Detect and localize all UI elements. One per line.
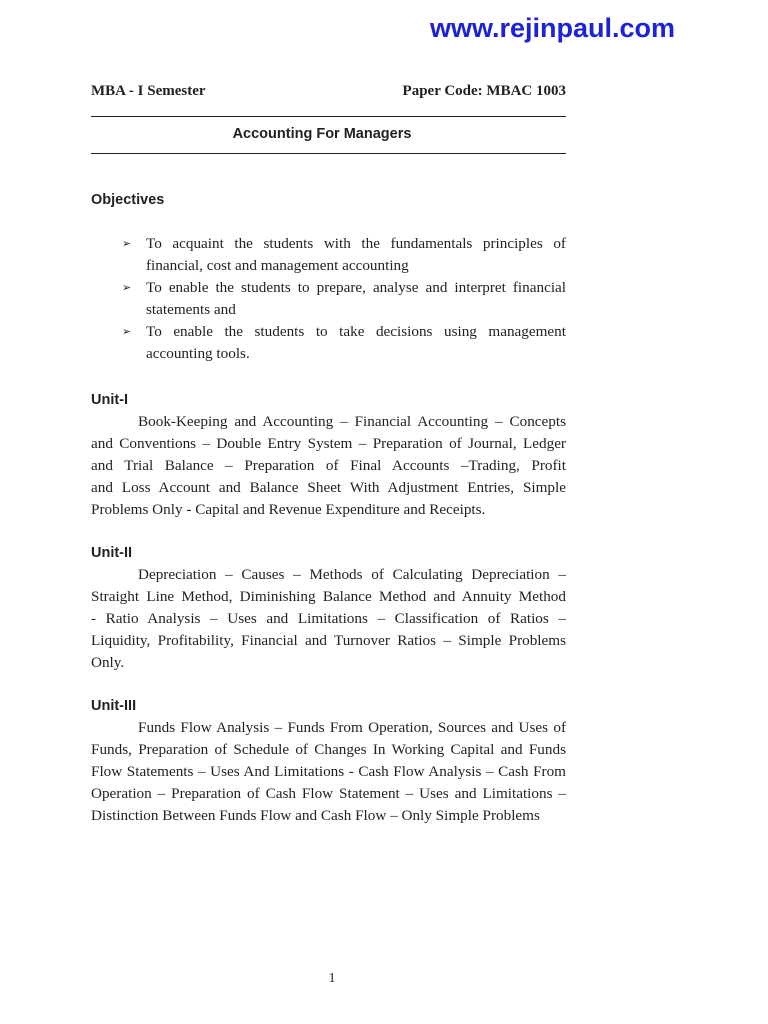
objective-line: To acquaint the students with the fundamentals principles of	[146, 235, 566, 252]
paragraph-line: and Loss Account and Balance Sheet With Adjustment Entries, Simple	[91, 479, 566, 496]
objective-item	[91, 277, 566, 321]
objectives-list	[91, 233, 566, 365]
paragraph-line: and Trial Balance – Preparation of Final Accounts –Trading, Profit	[91, 457, 566, 474]
paragraph-line: Straight Line Method, Diminishing Balance Method and Annuity Method	[91, 588, 566, 605]
paragraph-line: - Ratio Analysis – Uses and Limitations – Classification of Ratios –	[91, 610, 566, 627]
unit-1-paragraph	[91, 411, 566, 521]
unit-3-heading: Unit-III	[91, 698, 137, 714]
paragraph-line: Flow Statements – Uses And Limitations - Cash Flow Analysis – Cash From	[91, 763, 566, 780]
paragraph-line: Book-Keeping and Accounting – Financial Accounting – Concepts	[138, 413, 566, 430]
paper-code-label: Paper Code: MBAC 1003	[402, 83, 566, 99]
paragraph-line: Depreciation – Causes – Methods of Calculating Depreciation –	[138, 566, 566, 583]
objective-line: statements and	[146, 301, 236, 318]
paragraph-line: and Conventions – Double Entry System – Preparation of Journal, Ledger	[91, 435, 566, 452]
paragraph-line: Funds Flow Analysis – Funds From Operation, Sources and Uses of	[138, 719, 566, 736]
arrowhead-bullet-icon	[122, 233, 131, 255]
arrowhead-bullet-icon	[122, 277, 131, 299]
objective-item	[91, 321, 566, 365]
header-rule-bottom	[91, 153, 566, 154]
objective-line: accounting tools.	[146, 345, 250, 362]
page-header	[91, 80, 566, 102]
watermark-url: www.rejinpaul.com	[429, 13, 675, 43]
unit-3-paragraph	[91, 717, 566, 827]
paragraph-line: Liquidity, Profitability, Financial and Turnover Ratios – Simple Problems	[91, 632, 566, 649]
paragraph-line: Problems Only - Capital and Revenue Expenditure and Receipts.	[91, 501, 486, 518]
page-number: 1	[328, 971, 336, 986]
semester-label: MBA - I Semester	[91, 83, 206, 99]
paragraph-line: Operation – Preparation of Cash Flow Statement – Uses and Limitations –	[91, 785, 566, 802]
unit-1-heading: Unit-I	[91, 392, 129, 408]
arrowhead-bullet-icon	[122, 321, 131, 343]
objective-line: To enable the students to take decisions using management	[146, 323, 566, 340]
objective-line: To enable the students to prepare, analyse and interpret financial	[146, 279, 566, 296]
paragraph-line: Funds, Preparation of Schedule of Changes In Working Capital and Funds	[91, 741, 566, 758]
paragraph-line: Distinction Between Funds Flow and Cash Flow – Only Simple Problems	[91, 807, 540, 824]
unit-2-heading: Unit-II	[91, 545, 133, 561]
unit-2-paragraph	[91, 564, 566, 674]
course-title: Accounting For Managers	[232, 126, 412, 142]
header-rule-top	[91, 116, 566, 117]
objectives-heading: Objectives	[91, 192, 165, 208]
objective-line: financial, cost and management accounting	[146, 257, 409, 274]
paragraph-line: Only.	[91, 654, 125, 671]
objective-item	[91, 233, 566, 277]
